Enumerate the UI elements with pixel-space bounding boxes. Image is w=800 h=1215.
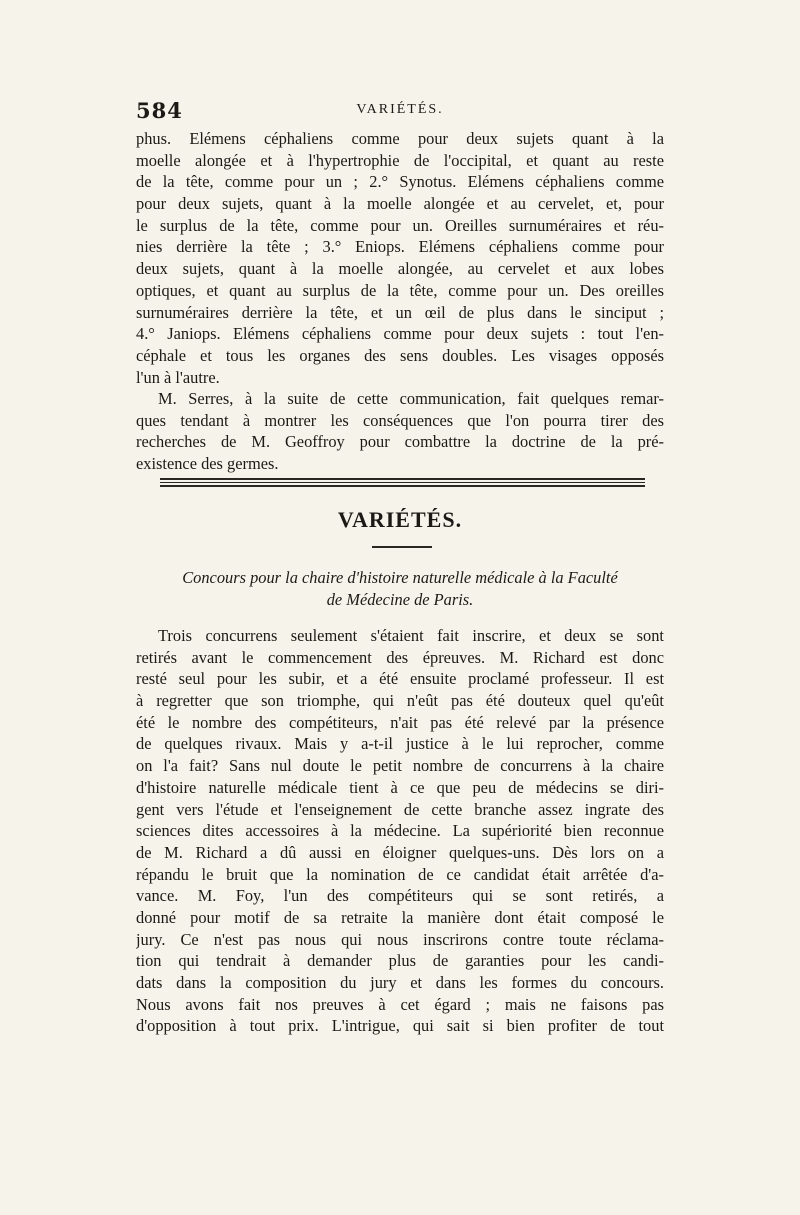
text-line: surnuméraires derrière la tête, et un œil de plus dans le sinciput ; [136,302,664,322]
page-header [136,98,664,124]
text-line: deux sujets, quant à la moelle alongée, au cervelet et aux lobes [136,259,664,279]
text-line: ques tendant à montrer les conséquences que l'on pourra tirer des [136,410,664,430]
text-line: de quelques rivaux. Mais y a-t-il justice à le lui reprocher, comme [136,734,664,754]
text-line: de la tête, comme pour un ; 2.° Synotus. Elémens céphaliens comme [136,172,664,192]
subtitle-line: Concours pour la chaire d'histoire naturelle médicale à la Faculté [182,568,618,587]
text-line: sciences dites accessoires à la médecine. La supériorité bien reconnue [136,821,664,841]
running-head: VARIÉTÉS. [356,102,444,117]
section-title: VARIÉTÉS. [337,507,463,532]
text-line: l'un à l'autre. [136,367,220,387]
subtitle-line: de Médecine de Paris. [326,589,474,609]
text-line: Trois concurrens seulement s'étaient fait inscrire, et deux se sont [158,626,664,645]
text-line: 4.° Janiops. Elémens céphaliens comme pour deux sujets : tout l'en- [136,324,664,344]
title-underline [372,546,432,548]
text-line: dats dans la composition du jury et dans les formes du concours. [136,973,664,992]
previous-section-paragraph-2 [136,388,664,475]
divider-rule [160,485,645,487]
text-line: à regretter que son triomphe, qui n'eût pas été douteux quel qu'eût [136,691,664,711]
text-line: jury. Ce n'est pas nous qui nous inscrirons contre toute réclama- [136,929,664,949]
text-line: moelle alongée et à l'hypertrophie de l'occipital, et quant au reste [136,150,664,170]
text-line: M. Serres, à la suite de cette communication, fait quelques remar- [158,389,664,408]
page-number: 584 [136,98,183,123]
text-line: existence des germes. [136,454,279,474]
divider-rule [160,478,645,480]
text-line: céphale et tous les organes des sens doubles. Les visages opposés [136,345,664,365]
section-divider [160,478,645,489]
text-line: tion qui tendrait à demander plus de garanties pour les candi- [136,951,664,971]
text-line: phus. Elémens céphaliens comme pour deux sujets quant à la [136,129,664,148]
text-line: vance. M. Foy, l'un des compétiteurs qui se sont retirés, a [136,886,664,906]
text-line: retirés avant le commencement des épreuves. M. Richard est donc [136,647,664,667]
text-line: de M. Richard a dû aussi en éloigner quelques-uns. Dès lors on a [136,842,664,862]
text-line: Nous avons fait nos preuves à cet égard ; mais ne faisons pas [136,994,664,1014]
divider-rule [160,482,645,483]
previous-section-paragraph-1 [136,128,664,388]
text-line: d'opposition à tout prix. L'intrigue, qui sait si bien profiter de tout [136,1016,664,1036]
text-line: recherches de M. Geoffroy pour combattre la doctrine de la pré- [136,432,664,452]
text-line: nies derrière la tête ; 3.° Eniops. Elémens céphaliens comme pour [136,237,664,257]
article-body [136,625,664,1037]
text-line: optiques, et quant au surplus de la tête, comme pour un. Des oreilles [136,280,664,300]
text-line: on l'a fait? Sans nul doute le petit nombre de concurrens à la chaire [136,756,664,776]
text-line: été le nombre des compétiteurs, n'ait pas été relevé par la présence [136,712,664,732]
text-line: donné pour motif de sa retraite la manière dont était composé le [136,907,664,927]
article-subtitle [136,567,664,610]
text-line: répandu le bruit que la nomination de ce candidat était arrêtée d'a- [136,864,664,884]
text-line: pour deux sujets, quant à la moelle alongée et au cervelet, et, pour [136,194,664,214]
text-line: d'histoire naturelle médicale tient à ce que peu de médecins se diri- [136,777,664,797]
text-line: resté seul pour les subir, et a été ensuite proclamé professeur. Il est [136,669,664,689]
text-line: le surplus de la tête, comme pour un. Oreilles surnuméraires et réu- [136,215,664,235]
text-line: gent vers l'étude et l'enseignement de cette branche assez ingrate des [136,799,664,819]
